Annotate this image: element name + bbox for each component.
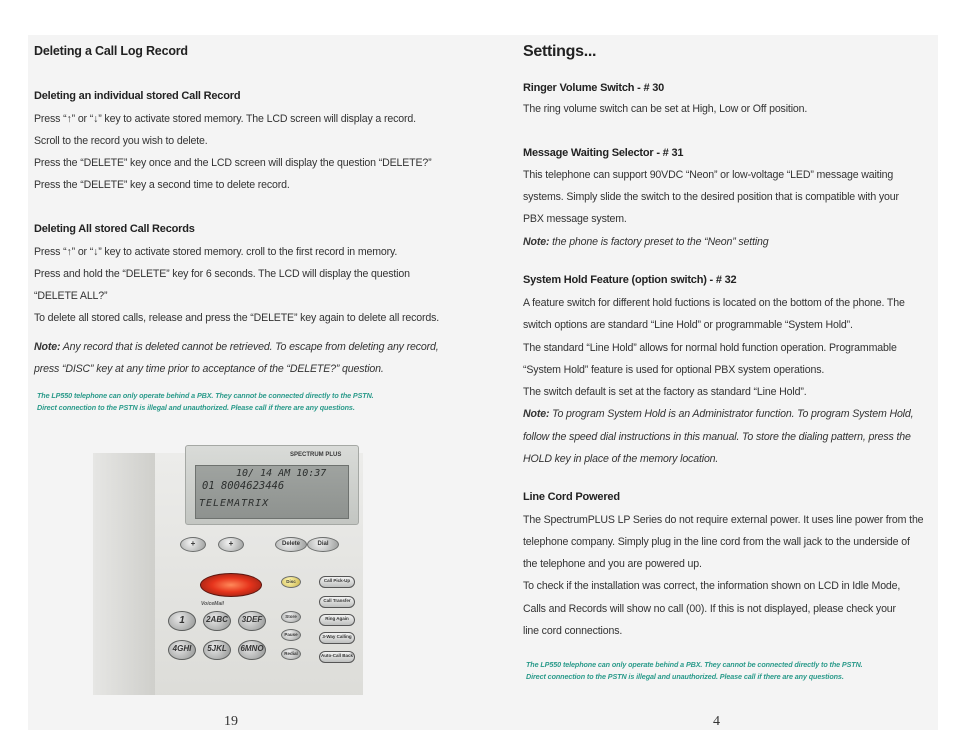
paragraph-line: telephone company. Simply plug in the line cord from the wall jack to the underside of	[523, 536, 910, 548]
down-arrow-button[interactable]: +	[218, 537, 244, 552]
keypad-4[interactable]: 4GHI	[168, 640, 196, 660]
message-waiting-heading: Message Waiting Selector - # 31	[523, 147, 684, 159]
note-text: the phone is factory preset to the “Neon” setting	[549, 236, 769, 248]
note-text: Any record that is deleted cannot be retrieved. To escape from deleting any record,	[60, 341, 439, 353]
up-arrow-button[interactable]: +	[180, 537, 206, 552]
pbx-warning-line: The LP550 telephone can only operate behind a PBX. They cannot be connected directly to the PSTN.	[526, 660, 863, 669]
settings-title: Settings...	[523, 43, 597, 60]
section-all-heading: Deleting All stored Call Records	[34, 223, 195, 235]
call-transfer-button[interactable]: Call Transfer	[319, 596, 355, 608]
system-hold-note	[523, 408, 913, 420]
paragraph-line: Calls and Records will show no call (00). If this is not displayed, please check your	[523, 603, 896, 615]
delete-button[interactable]: Delete	[275, 537, 307, 552]
ringer-text: The ring volume switch can be set at High, Low or Off position.	[523, 103, 808, 115]
system-hold-heading: System Hold Feature (option switch) - # 32	[523, 274, 737, 286]
paragraph-line: The standard “Line Hold” allows for normal hold function operation. Programmable	[523, 342, 897, 354]
telephone-photo	[93, 445, 363, 695]
paragraph-line: Press and hold the “DELETE” key for 6 seconds. The LCD will display the question	[34, 268, 410, 280]
pause-button[interactable]: Pause	[281, 629, 301, 641]
paragraph-line: To delete all stored calls, release and press the “DELETE” key again to delete all records.	[34, 312, 440, 324]
paragraph-line: Press “↑” or “↓” key to activate stored memory. The LCD screen will display a record.	[34, 113, 416, 125]
lcd-line-2: 01 8004623446	[202, 480, 285, 492]
lcd-screen	[195, 465, 349, 519]
auto-call-back-button[interactable]: Auto-Call Back	[319, 651, 355, 663]
delete-note	[34, 341, 439, 353]
message-waiting-lamp	[200, 573, 262, 597]
voicemail-label: VoiceMail	[201, 601, 224, 607]
dial-button[interactable]: Dial	[307, 537, 339, 552]
system-hold-note-line3: HOLD key in place of the memory location.	[523, 453, 719, 465]
ringer-heading: Ringer Volume Switch - # 30	[523, 82, 665, 94]
paragraph-line: The SpectrumPLUS LP Series do not require external power. It uses line power from the	[523, 514, 924, 526]
keypad-1[interactable]: 1	[168, 611, 196, 631]
paragraph-line: line cord connections.	[523, 625, 623, 637]
note-label: Note:	[34, 341, 61, 353]
lcd-line-1: 10/ 14 AM 10:37	[236, 468, 327, 479]
paragraph-line: Scroll to the record you wish to delete.	[34, 135, 208, 147]
paragraph-line: A feature switch for different hold fuctions is located on the bottom of the phone. The	[523, 297, 905, 309]
note-label: Note:	[523, 408, 550, 420]
left-page-title: Deleting a Call Log Record	[34, 44, 188, 58]
neon-note	[523, 236, 769, 248]
section-individual-heading: Deleting an individual stored Call Record	[34, 90, 241, 102]
pbx-warning-line: Direct connection to the PSTN is illegal and unauthorized. Please call if there are any questions.	[37, 403, 355, 412]
keypad-2[interactable]: 2ABC	[203, 611, 231, 631]
store-button[interactable]: Store	[281, 611, 301, 623]
brand-logo: SPECTRUM PLUS	[290, 452, 342, 458]
delete-note-line2: press “DISC” key at any time prior to acceptance of the “DELETE?” question.	[34, 363, 384, 375]
system-hold-note-line2: follow the speed dial instructions in this manual. To store the dialing pattern, press the	[523, 431, 911, 443]
lcd-line-3: TELEMATRIX	[199, 498, 270, 509]
paragraph-line: PBX message system.	[523, 213, 627, 225]
keypad-6[interactable]: 6MNO	[238, 640, 266, 660]
keypad-5[interactable]: 5JKL	[203, 640, 231, 660]
pbx-warning-line: Direct connection to the PSTN is illegal and unauthorized. Please call if there are any questions.	[526, 672, 844, 681]
handset-edge	[93, 453, 155, 695]
paragraph-line: switch options are standard “Line Hold” or programmable “System Hold”.	[523, 319, 853, 331]
disc-button[interactable]: Disc	[281, 576, 301, 588]
keypad-3[interactable]: 3DEF	[238, 611, 266, 631]
paragraph-line: “DELETE ALL?”	[34, 290, 108, 302]
page-number-right: 4	[713, 714, 720, 729]
ring-again-button[interactable]: Ring Again	[319, 614, 355, 626]
paragraph-line: Press the “DELETE” key once and the LCD screen will display the question “DELETE?”	[34, 157, 432, 169]
paragraph-line: This telephone can support 90VDC “Neon” or low-voltage “LED” message waiting	[523, 169, 894, 181]
paragraph-line: Press “↑” or “↓” key to activate stored memory. croll to the first record in memory.	[34, 246, 398, 258]
line-cord-heading: Line Cord Powered	[523, 491, 620, 503]
paragraph-line: the telephone and you are powered up.	[523, 558, 702, 570]
paragraph-line: systems. Simply slide the switch to the desired position that is compatible with your	[523, 191, 899, 203]
pbx-warning-line: The LP550 telephone can only operate behind a PBX. They cannot be connected directly to the PSTN.	[37, 391, 374, 400]
redial-button[interactable]: Redial	[281, 648, 301, 660]
paragraph-line: The switch default is set at the factory as standard “Line Hold”.	[523, 386, 807, 398]
three-way-calling-button[interactable]: 3-Way Calling	[319, 632, 355, 644]
paragraph-line: Press the “DELETE” key a second time to delete record.	[34, 179, 290, 191]
note-text: To program System Hold is an Administrator function. To program System Hold,	[549, 408, 914, 420]
page-number-left: 19	[224, 714, 238, 729]
paragraph-line: To check if the installation was correct, the information shown on LCD in Idle Mode,	[523, 580, 901, 592]
note-label: Note:	[523, 236, 550, 248]
call-pickup-button[interactable]: Call Pick-Up	[319, 576, 355, 588]
paragraph-line: “System Hold” feature is used for optional PBX system operations.	[523, 364, 825, 376]
